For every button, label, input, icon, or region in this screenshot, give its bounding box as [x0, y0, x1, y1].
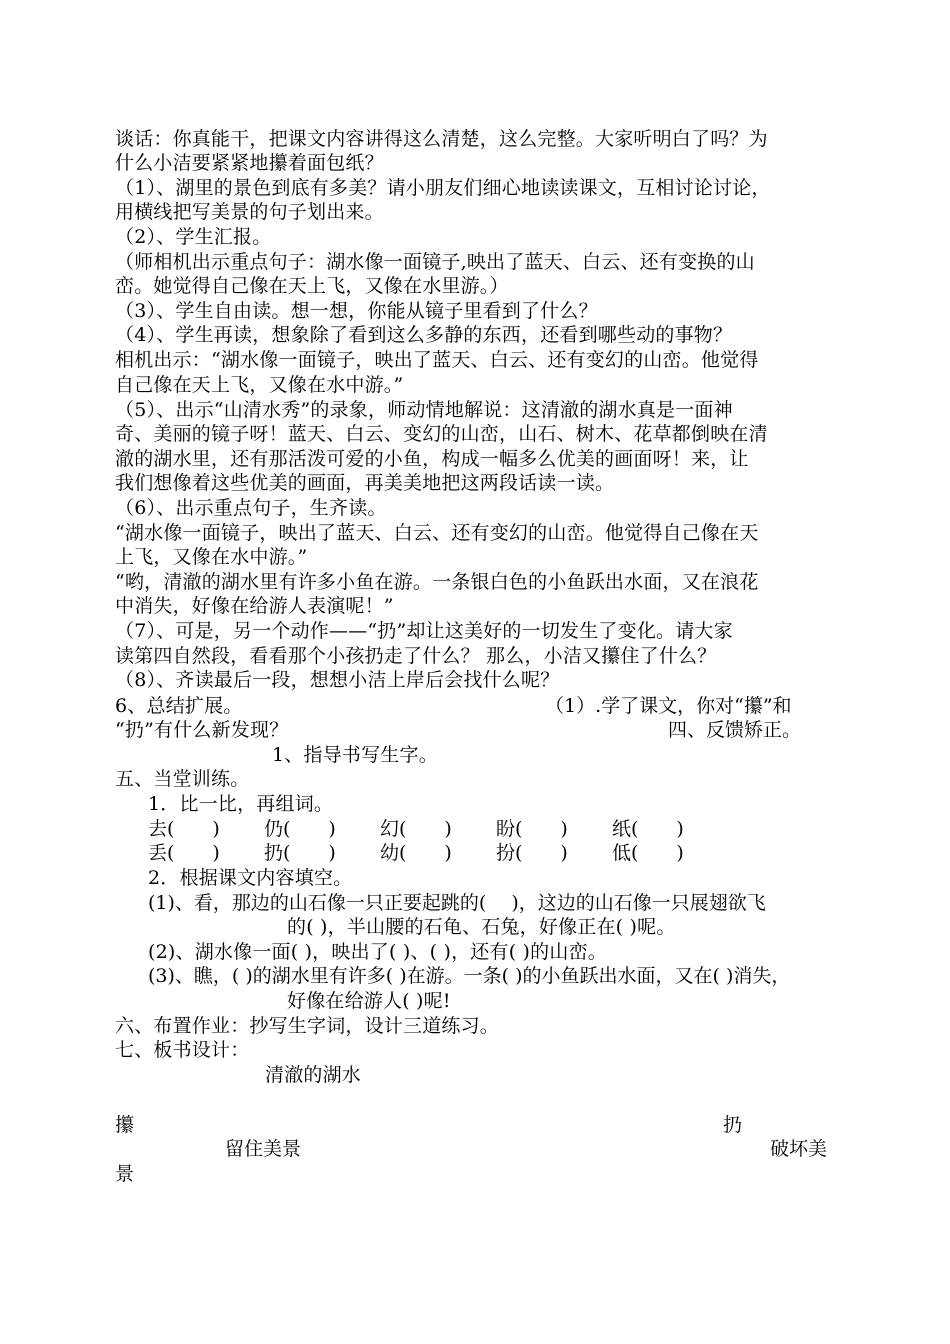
word-row-2 [148, 841, 728, 865]
text-line: 中消失，好像在给游人表演呢！” [115, 595, 394, 617]
summary-center: 1、指导书写生字。 [272, 744, 438, 766]
fill-2: (2)、湖水像一面( )，映出了( )、( )，还有( )的山峦。 [148, 941, 607, 963]
fill-1b: 的( )，半山腰的石龟、石兔，好像正在( )呢。 [287, 916, 676, 938]
text-line: 相机出示：“湖水像一面镜子，映出了蓝天、白云、还有变幻的山峦。他觉得 [115, 349, 759, 371]
homework: 六、布置作业：抄写生字词，设计三道练习。 [115, 1015, 500, 1037]
word-cell: 纸( ) [612, 818, 684, 840]
text-line: 上飞，又像在水中游。” [115, 546, 308, 568]
board-right-char: 扔 [723, 1114, 743, 1136]
board-heading: 清澈的湖水 [265, 1064, 362, 1086]
text-line: 用横线把写美景的句子划出来。 [115, 201, 384, 223]
board-title: 七、板书设计： [115, 1039, 250, 1061]
text-line: 澈的湖水里，还有那活泼可爱的小鱼，构成一幅多么优美的画面呀！来，让 [115, 448, 749, 470]
text-line: 什么小洁要紧紧地攥着面包纸？ [115, 152, 384, 174]
word-cell: 仍( ) [264, 818, 336, 840]
text-line: 峦。她觉得自己像在天上飞，又像在水里游。） [115, 275, 509, 297]
text-line: （3）、学生自由读。想一想，你能从镜子里看到了什么？ [115, 300, 598, 322]
text-line: （7）、可是，另一个动作——“扔”却让这美好的一切发生了变化。请大家 [115, 620, 733, 642]
word-cell: 去( ) [148, 818, 220, 840]
text-line: 读第四自然段，看看那个小孩扔走了什么？ 那么，小洁又攥住了什么？ [115, 645, 717, 667]
text-line: 自己像在天上飞，又像在水中游。” [115, 374, 404, 396]
text-line: （8）、齐读最后一段，想想小洁上岸后会找什么呢？ [115, 669, 560, 691]
summary-left-2: “扔”有什么新发现？ [115, 719, 289, 741]
practice-q1: 1．比一比，再组词。 [148, 793, 334, 815]
fill-3a: (3)、瞧，( )的湖水里有许多( )在游。一条( )的小鱼跃出水面，又在( )消失， [148, 965, 791, 987]
word-cell: 幼( ) [380, 842, 452, 864]
practice-q2: 2．根据课文内容填空。 [148, 867, 353, 889]
word-cell: 扮( ) [496, 842, 568, 864]
practice-title: 五、当堂训练。 [115, 768, 250, 790]
word-cell: 盼( ) [496, 818, 568, 840]
text-line: 我们想像着这些优美的画面，再美美地把这两段话读一读。 [115, 472, 615, 494]
summary-left: 6、总结扩展。 [115, 695, 243, 717]
fill-3b: 好像在给游人( )呢! [287, 990, 451, 1012]
text-line: （5）、出示“山清水秀”的录象，师动情地解说：这清澈的湖水真是一面神 [115, 399, 733, 421]
board-left-char: 攥 [115, 1114, 135, 1136]
summary-right-2: 四、反馈矫正。 [668, 719, 802, 741]
board-right-label-wrap: 景 [115, 1163, 135, 1185]
text-line: （1）、湖里的景色到底有多美？请小朋友们细心地读读课文，互相讨论讨论， [115, 177, 771, 199]
fill-1a: (1)、看，那边的山石像一只正要起跳的( )，这边的山石像一只展翅欲飞 [148, 892, 766, 914]
text-line: （6）、出示重点句子，生齐读。 [115, 497, 387, 519]
board-right-label: 破坏美 [770, 1138, 828, 1160]
board-left-label: 留住美景 [225, 1138, 302, 1160]
word-cell: 丢( ) [148, 842, 220, 864]
word-row-1 [148, 817, 728, 841]
summary-right: （1）.学了课文，你对“攥”和 [545, 695, 792, 717]
text-line: 谈话：你真能干，把课文内容讲得这么清楚，这么完整。大家听明白了吗？为 [115, 128, 768, 150]
text-line: 奇、美丽的镜子呀！蓝天、白云、变幻的山峦，山石、树木、花草都倒映在清 [115, 423, 768, 445]
text-line: （2）、学生汇报。 [115, 226, 272, 248]
word-cell: 低( ) [612, 842, 684, 864]
word-cell: 扔( ) [264, 842, 336, 864]
text-line: “哟，清澈的湖水里有许多小鱼在游。一条银白色的小鱼跃出水面，又在浪花 [115, 571, 759, 593]
text-line: （师相机出示重点句子：湖水像一面镜子,映出了蓝天、白云、还有变换的山 [115, 251, 755, 273]
text-line: “湖水像一面镜子，映出了蓝天、白云、还有变幻的山峦。他觉得自己像在天 [115, 522, 759, 544]
word-cell: 幻( ) [380, 818, 452, 840]
text-line: （4）、学生再读，想象除了看到这么多静的东西，还看到哪些动的事物？ [115, 324, 733, 346]
